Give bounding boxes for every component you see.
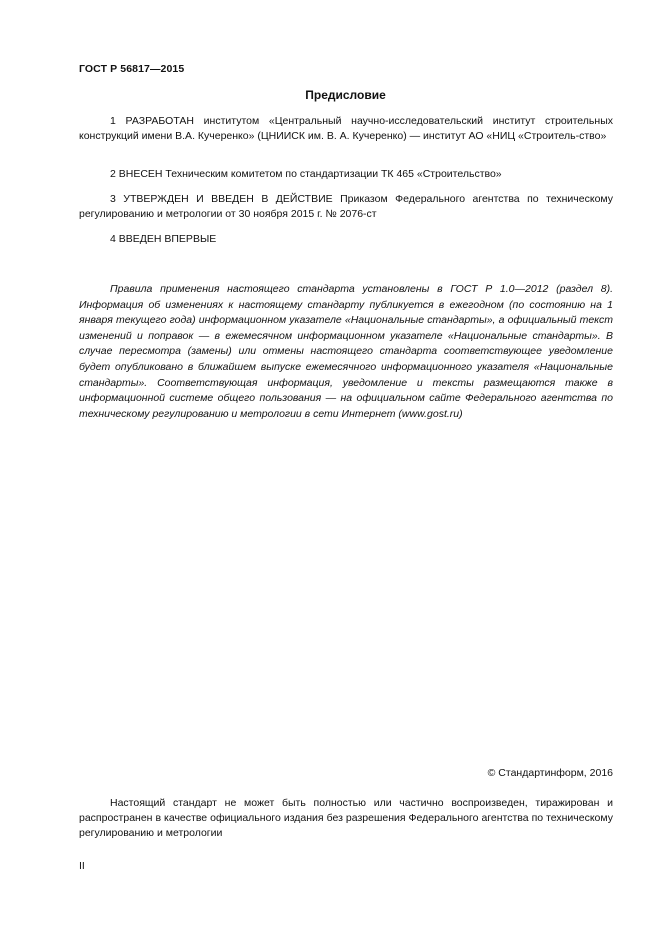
- preface-title: Предисловие: [305, 88, 386, 102]
- preface-item-approved: 3 УТВЕРЖДЕН И ВВЕДЕН В ДЕЙСТВИЕ Приказом Федерального агентства по техническому регулированию и метрологии от 30 ноября 2015 г. № 2076-ст: [79, 193, 613, 220]
- reproduction-notice: Настоящий стандарт не может быть полностью или частично воспроизведен, тиражирован и распространен в качестве официального издания без разрешения Федерального агентства по техническому регулированию и метрологии: [79, 797, 613, 839]
- copyright-line: © Стандартинформ, 2016: [487, 767, 613, 779]
- document-code-header: ГОСТ Р 56817—2015: [79, 63, 185, 75]
- preface-item-introduced-by: 2 ВНЕСЕН Техническим комитетом по стандартизации ТК 465 «Строительство»: [110, 168, 502, 180]
- page-number: II: [79, 860, 85, 872]
- preface-item-developed-by: 1 РАЗРАБОТАН институтом «Центральный научно-исследовательский институт строительных конструкций имени В.А. Кучеренко» (ЦНИИСК им. В. А. Кучеренко) — институт АО «НИЦ «Строитель-ство»: [79, 115, 613, 142]
- preface-item-introduced-first: 4 ВВЕДЕН ВПЕРВЫЕ: [110, 233, 217, 245]
- application-rules-note: Правила применения настоящего стандарта установлены в ГОСТ Р 1.0—2012 (раздел 8). Информация об изменениях к настоящему стандарту публикуется в ежегодном (по состоянию на 1 января текущего года) информационном указателе «Национальные стандарты», а официальный текст изменений и поправок — в ежемесячном информационном указателе «Национальные стандарты». В случае пересмотра (замены) или отмены настоящего стандарта соответствующее уведомление будет опубликовано в ближайшем выпуске ежемесячного информационного указателя «Национальные стандарты». Соответствующая информация, уведомление и тексты размещаются также в информационной системе общего пользования — на официальном сайте Федерального агентства по техническому регулированию и метрологии в сети Интернет (www.gost.ru): [79, 283, 613, 420]
